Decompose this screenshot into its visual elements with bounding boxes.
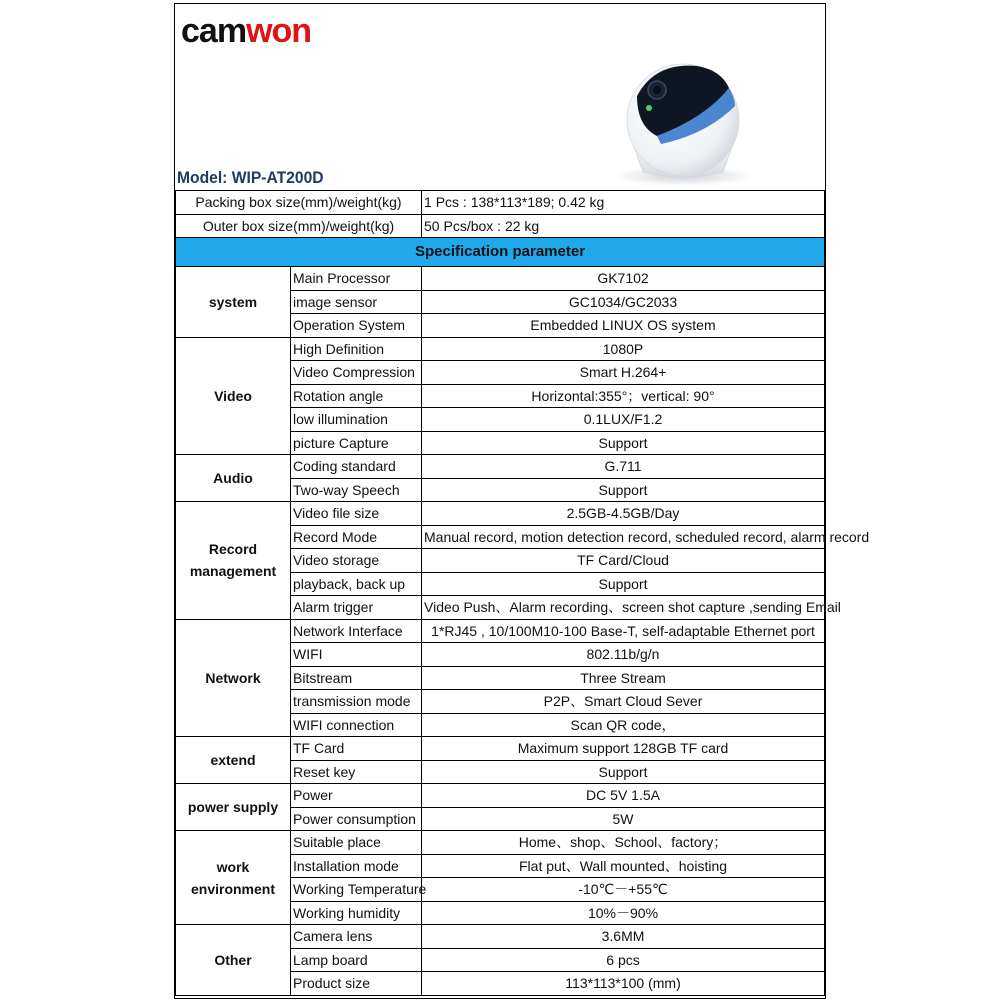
param-value: DC 5V 1.5A [422, 784, 825, 808]
param-name: Video file size [291, 502, 422, 526]
param-name: Reset key [291, 760, 422, 784]
param-name: Lamp board [291, 948, 422, 972]
param-name: Product size [291, 972, 422, 996]
param-value: 2.5GB-4.5GB/Day [422, 502, 825, 526]
spec-row [176, 925, 825, 949]
param-name: WIFI [291, 643, 422, 667]
outer-box-value: 50 Pcs/box : 22 kg [422, 214, 825, 238]
spec-row [176, 619, 825, 643]
param-name: Working humidity [291, 901, 422, 925]
logo-text-won: won [246, 12, 312, 50]
category-label: Network [176, 619, 291, 737]
param-name: Power [291, 784, 422, 808]
param-name: Operation System [291, 314, 422, 338]
param-name: TF Card [291, 737, 422, 761]
param-value: Flat put、Wall mounted、hoisting [422, 854, 825, 878]
spec-row [176, 831, 825, 855]
category-label: Audio [176, 455, 291, 502]
spec-row [176, 455, 825, 479]
param-value: Support [422, 572, 825, 596]
param-name: transmission mode [291, 690, 422, 714]
spec-row [176, 267, 825, 291]
outer-box-row [176, 214, 825, 238]
category-label: extend [176, 737, 291, 784]
category-label: work environment [176, 831, 291, 925]
spec-row [176, 784, 825, 808]
param-name: Alarm trigger [291, 596, 422, 620]
spec-row [176, 337, 825, 361]
param-name: High Definition [291, 337, 422, 361]
spec-row [176, 502, 825, 526]
param-value: Support [422, 760, 825, 784]
outer-box-label: Outer box size(mm)/weight(kg) [176, 214, 422, 238]
sheet-header [175, 4, 825, 190]
param-value: TF Card/Cloud [422, 549, 825, 573]
param-value: 1080P [422, 337, 825, 361]
param-name: Network Interface [291, 619, 422, 643]
camera-product-image [545, 48, 811, 192]
param-value: -10℃－+55℃ [422, 878, 825, 902]
param-value: G.711 [422, 455, 825, 479]
param-value: 5W [422, 807, 825, 831]
param-name: Record Mode [291, 525, 422, 549]
param-value: 0.1LUX/F1.2 [422, 408, 825, 432]
param-value: P2P、Smart Cloud Sever [422, 690, 825, 714]
param-value: Support [422, 478, 825, 502]
param-value: Home、shop、School、factory； [422, 831, 825, 855]
param-value: GK7102 [422, 267, 825, 291]
param-name: Main Processor [291, 267, 422, 291]
spec-header-row [176, 238, 825, 267]
param-name: Installation mode [291, 854, 422, 878]
param-value: 113*113*100 (mm) [422, 972, 825, 996]
category-label: Other [176, 925, 291, 996]
param-value: 6 pcs [422, 948, 825, 972]
packing-row [176, 191, 825, 215]
spec-row [176, 737, 825, 761]
param-name: Working Temperature [291, 878, 422, 902]
param-name: Bitstream [291, 666, 422, 690]
param-value: 10%－90% [422, 901, 825, 925]
param-name: Rotation angle [291, 384, 422, 408]
param-name: playback, back up [291, 572, 422, 596]
param-value: Maximum support 128GB TF card [422, 737, 825, 761]
logo-text-cam: cam [181, 12, 247, 50]
param-name: Coding standard [291, 455, 422, 479]
param-value: Horizontal:355°；vertical: 90° [422, 384, 825, 408]
category-label: Video [176, 337, 291, 455]
param-name: Suitable place [291, 831, 422, 855]
spec-sheet [174, 3, 870, 999]
packing-label: Packing box size(mm)/weight(kg) [176, 191, 422, 215]
param-value: GC1034/GC2033 [422, 290, 825, 314]
param-value: Video Push、Alarm recording、screen shot capture ,sending Email [422, 596, 825, 620]
param-value: 3.6MM [422, 925, 825, 949]
param-value: Manual record, motion detection record, scheduled record, alarm record [422, 525, 825, 549]
param-name: Power consumption [291, 807, 422, 831]
param-name: image sensor [291, 290, 422, 314]
category-label: system [176, 267, 291, 338]
category-label: Record management [176, 502, 291, 620]
category-label: power supply [176, 784, 291, 831]
param-name: Video storage [291, 549, 422, 573]
spec-table [175, 190, 870, 996]
param-name: picture Capture [291, 431, 422, 455]
param-value: Smart H.264+ [422, 361, 825, 385]
brand-logo [181, 14, 311, 48]
param-value: Embedded LINUX OS system [422, 314, 825, 338]
param-name: Video Compression [291, 361, 422, 385]
param-name: WIFI connection [291, 713, 422, 737]
model-title: Model: WIP-AT200D [177, 168, 324, 187]
param-name: Camera lens [291, 925, 422, 949]
packing-value: 1 Pcs : 138*113*189; 0.42 kg [422, 191, 825, 215]
param-value: Support [422, 431, 825, 455]
param-value: 802.11b/g/n [422, 643, 825, 667]
spec-header: Specification parameter [176, 238, 825, 267]
param-name: Two-way Speech [291, 478, 422, 502]
param-value: 1*RJ45 , 10/100M10-100 Base-T, self-adaptable Ethernet port [422, 619, 825, 643]
param-value: Scan QR code， [422, 713, 825, 737]
param-name: low illumination [291, 408, 422, 432]
param-value: Three Stream [422, 666, 825, 690]
